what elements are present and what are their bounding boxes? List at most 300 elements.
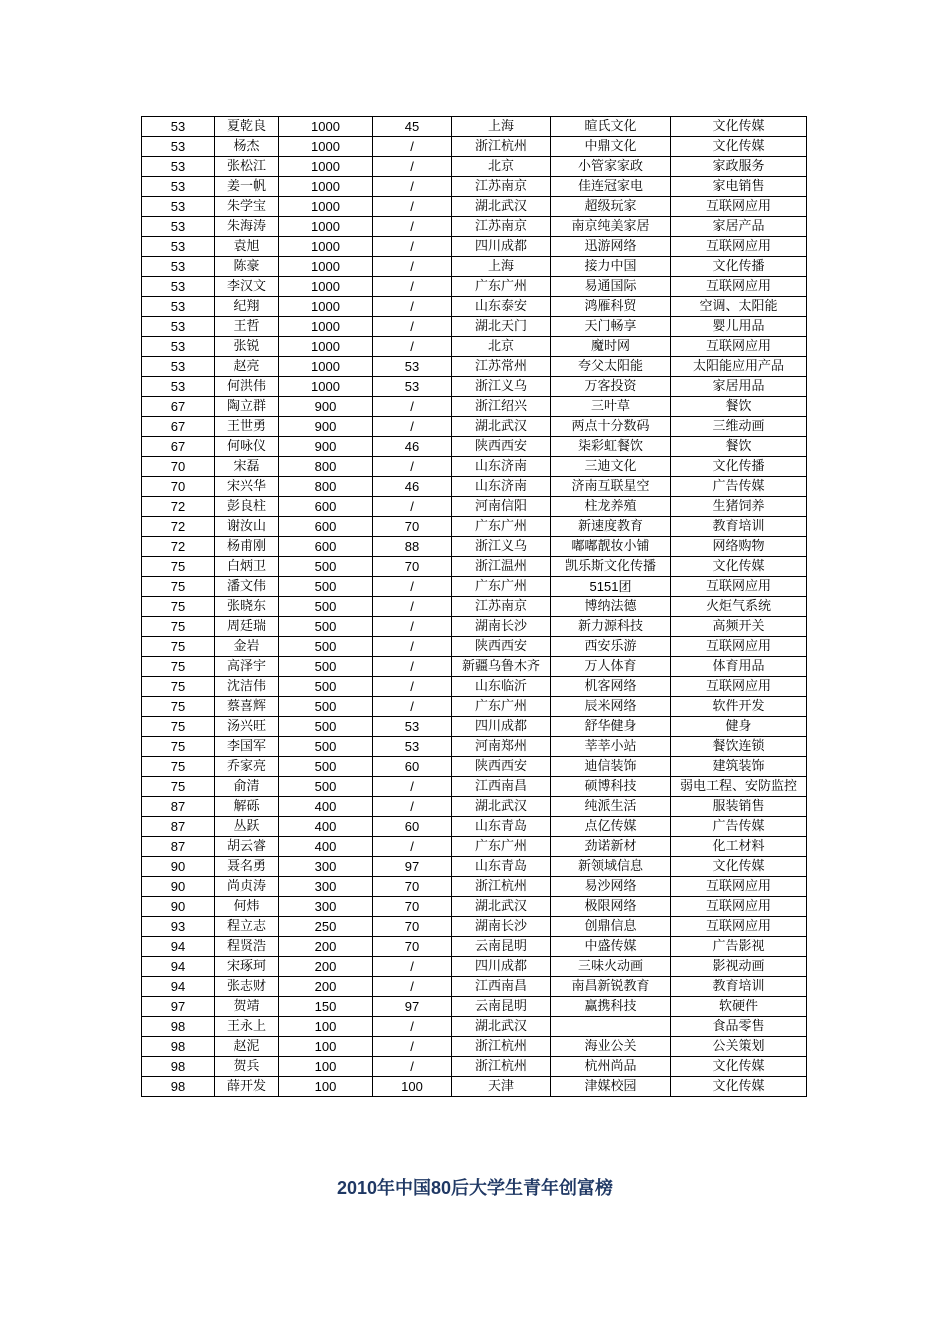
- rank-cell: 75: [142, 777, 215, 797]
- rank-cell: 87: [142, 837, 215, 857]
- region-cell: 湖北武汉: [452, 417, 551, 437]
- company-cell: 济南互联星空: [551, 477, 671, 497]
- wealth-cell: 500: [279, 557, 373, 577]
- table-row: [142, 857, 807, 877]
- name-cell: 朱海涛: [215, 217, 279, 237]
- name-cell: 李汉文: [215, 277, 279, 297]
- name-cell: 陶立群: [215, 397, 279, 417]
- prev-rank-cell: /: [373, 677, 452, 697]
- industry-cell: 文化传媒: [671, 117, 807, 137]
- prev-rank-cell: 70: [373, 557, 452, 577]
- company-cell: 三叶草: [551, 397, 671, 417]
- name-cell: 宋琢珂: [215, 957, 279, 977]
- prev-rank-cell: /: [373, 417, 452, 437]
- industry-cell: 家电销售: [671, 177, 807, 197]
- prev-rank-cell: /: [373, 1057, 452, 1077]
- name-cell: 谢汝山: [215, 517, 279, 537]
- table-row: [142, 1077, 807, 1097]
- table-row: [142, 757, 807, 777]
- company-cell: 硕博科技: [551, 777, 671, 797]
- rank-cell: 75: [142, 717, 215, 737]
- wealth-cell: 500: [279, 697, 373, 717]
- company-cell: 嘟嘟靓妆小铺: [551, 537, 671, 557]
- name-cell: 何炜: [215, 897, 279, 917]
- table-row: [142, 357, 807, 377]
- table-row: [142, 517, 807, 537]
- region-cell: 湖北武汉: [452, 197, 551, 217]
- wealth-cell: 800: [279, 477, 373, 497]
- company-cell: 万客投资: [551, 377, 671, 397]
- prev-rank-cell: 46: [373, 477, 452, 497]
- industry-cell: 互联网应用: [671, 917, 807, 937]
- region-cell: 湖南长沙: [452, 917, 551, 937]
- company-cell: 迪信装饰: [551, 757, 671, 777]
- region-cell: 浙江杭州: [452, 877, 551, 897]
- prev-rank-cell: /: [373, 257, 452, 277]
- rank-cell: 75: [142, 697, 215, 717]
- wealth-cell: 600: [279, 497, 373, 517]
- rank-cell: 67: [142, 397, 215, 417]
- rank-cell: 75: [142, 617, 215, 637]
- name-cell: 朱学宝: [215, 197, 279, 217]
- name-cell: 尚贞涛: [215, 877, 279, 897]
- wealth-cell: 900: [279, 417, 373, 437]
- rank-cell: 53: [142, 377, 215, 397]
- prev-rank-cell: /: [373, 277, 452, 297]
- name-cell: 解砾: [215, 797, 279, 817]
- region-cell: 河南信阳: [452, 497, 551, 517]
- name-cell: 高泽宇: [215, 657, 279, 677]
- wealth-cell: 1000: [279, 377, 373, 397]
- rank-cell: 72: [142, 517, 215, 537]
- wealth-cell: 300: [279, 877, 373, 897]
- table-row: [142, 537, 807, 557]
- industry-cell: 广告传媒: [671, 477, 807, 497]
- industry-cell: 食品零售: [671, 1017, 807, 1037]
- prev-rank-cell: 70: [373, 897, 452, 917]
- prev-rank-cell: /: [373, 657, 452, 677]
- industry-cell: 文化传媒: [671, 557, 807, 577]
- company-cell: 劲诺新材: [551, 837, 671, 857]
- wealth-cell: 1000: [279, 317, 373, 337]
- name-cell: 宋磊: [215, 457, 279, 477]
- company-cell: 赢携科技: [551, 997, 671, 1017]
- name-cell: 沈洁伟: [215, 677, 279, 697]
- table-row: [142, 877, 807, 897]
- region-cell: 浙江杭州: [452, 1037, 551, 1057]
- table-row: [142, 477, 807, 497]
- industry-cell: 互联网应用: [671, 337, 807, 357]
- industry-cell: 网络购物: [671, 537, 807, 557]
- industry-cell: 家居产品: [671, 217, 807, 237]
- table-row: [142, 617, 807, 637]
- region-cell: 山东济南: [452, 457, 551, 477]
- table-row: [142, 497, 807, 517]
- table-row: [142, 237, 807, 257]
- name-cell: 夏乾良: [215, 117, 279, 137]
- prev-rank-cell: /: [373, 1017, 452, 1037]
- wealth-cell: 400: [279, 837, 373, 857]
- region-cell: 浙江杭州: [452, 1057, 551, 1077]
- table-row: [142, 437, 807, 457]
- region-cell: 江苏南京: [452, 177, 551, 197]
- company-cell: 机客网络: [551, 677, 671, 697]
- prev-rank-cell: 88: [373, 537, 452, 557]
- prev-rank-cell: 45: [373, 117, 452, 137]
- wealth-cell: 500: [279, 577, 373, 597]
- rank-cell: 53: [142, 197, 215, 217]
- region-cell: 广东广州: [452, 697, 551, 717]
- prev-rank-cell: 60: [373, 817, 452, 837]
- industry-cell: 高频开关: [671, 617, 807, 637]
- ranking-table-container: [141, 116, 806, 1097]
- company-cell: 新速度教育: [551, 517, 671, 537]
- name-cell: 赵泥: [215, 1037, 279, 1057]
- industry-cell: 服装销售: [671, 797, 807, 817]
- region-cell: 上海: [452, 257, 551, 277]
- table-row: [142, 817, 807, 837]
- prev-rank-cell: 46: [373, 437, 452, 457]
- name-cell: 程立志: [215, 917, 279, 937]
- rank-cell: 94: [142, 937, 215, 957]
- name-cell: 何咏仪: [215, 437, 279, 457]
- name-cell: 白炳卫: [215, 557, 279, 577]
- region-cell: 广东广州: [452, 517, 551, 537]
- name-cell: 陈豪: [215, 257, 279, 277]
- industry-cell: 互联网应用: [671, 877, 807, 897]
- prev-rank-cell: /: [373, 957, 452, 977]
- name-cell: 贺靖: [215, 997, 279, 1017]
- table-row: [142, 137, 807, 157]
- region-cell: 江苏南京: [452, 217, 551, 237]
- rank-cell: 87: [142, 817, 215, 837]
- company-cell: 凯乐斯文化传播: [551, 557, 671, 577]
- prev-rank-cell: /: [373, 977, 452, 997]
- industry-cell: 餐饮: [671, 397, 807, 417]
- industry-cell: 教育培训: [671, 517, 807, 537]
- industry-cell: 餐饮连锁: [671, 737, 807, 757]
- company-cell: 南京纯美家居: [551, 217, 671, 237]
- name-cell: 周廷瑞: [215, 617, 279, 637]
- name-cell: 蔡喜辉: [215, 697, 279, 717]
- region-cell: 云南昆明: [452, 997, 551, 1017]
- rank-cell: 97: [142, 997, 215, 1017]
- rank-cell: 53: [142, 257, 215, 277]
- name-cell: 张晓东: [215, 597, 279, 617]
- name-cell: 张锐: [215, 337, 279, 357]
- rank-cell: 75: [142, 577, 215, 597]
- region-cell: 四川成都: [452, 957, 551, 977]
- wealth-cell: 1000: [279, 337, 373, 357]
- table-row: [142, 997, 807, 1017]
- industry-cell: 软件开发: [671, 697, 807, 717]
- prev-rank-cell: /: [373, 577, 452, 597]
- table-row: [142, 217, 807, 237]
- rank-cell: 75: [142, 737, 215, 757]
- name-cell: 赵亮: [215, 357, 279, 377]
- wealth-cell: 100: [279, 1037, 373, 1057]
- industry-cell: 文化传播: [671, 457, 807, 477]
- company-cell: 鸿雁科贸: [551, 297, 671, 317]
- table-row: [142, 837, 807, 857]
- region-cell: 江苏常州: [452, 357, 551, 377]
- table-row: [142, 337, 807, 357]
- wealth-cell: 1000: [279, 297, 373, 317]
- wealth-cell: 1000: [279, 237, 373, 257]
- rank-cell: 67: [142, 417, 215, 437]
- wealth-cell: 1000: [279, 217, 373, 237]
- industry-cell: 互联网应用: [671, 897, 807, 917]
- company-cell: 易沙网络: [551, 877, 671, 897]
- company-cell: 三迪文化: [551, 457, 671, 477]
- rank-cell: 53: [142, 177, 215, 197]
- document-title: 2010年中国80后大学生青年创富榜: [336, 1178, 614, 1198]
- region-cell: 江苏南京: [452, 597, 551, 617]
- wealth-cell: 900: [279, 397, 373, 417]
- table-row: [142, 197, 807, 217]
- industry-cell: 互联网应用: [671, 577, 807, 597]
- industry-cell: 互联网应用: [671, 197, 807, 217]
- wealth-cell: 500: [279, 597, 373, 617]
- name-cell: 汤兴旺: [215, 717, 279, 737]
- region-cell: 河南郑州: [452, 737, 551, 757]
- industry-cell: 广告影视: [671, 937, 807, 957]
- table-row: [142, 317, 807, 337]
- wealth-cell: 300: [279, 897, 373, 917]
- company-cell: 点亿传媒: [551, 817, 671, 837]
- industry-cell: 互联网应用: [671, 237, 807, 257]
- industry-cell: 公关策划: [671, 1037, 807, 1057]
- region-cell: 山东泰安: [452, 297, 551, 317]
- industry-cell: 三维动画: [671, 417, 807, 437]
- industry-cell: 教育培训: [671, 977, 807, 997]
- table-row: [142, 957, 807, 977]
- name-cell: 彭良柱: [215, 497, 279, 517]
- wealth-cell: 500: [279, 717, 373, 737]
- rank-cell: 53: [142, 337, 215, 357]
- rank-cell: 90: [142, 897, 215, 917]
- table-row: [142, 117, 807, 137]
- industry-cell: 文化传媒: [671, 857, 807, 877]
- wealth-cell: 1000: [279, 197, 373, 217]
- industry-cell: 婴儿用品: [671, 317, 807, 337]
- region-cell: 湖北武汉: [452, 897, 551, 917]
- table-row: [142, 1057, 807, 1077]
- region-cell: 浙江义乌: [452, 537, 551, 557]
- prev-rank-cell: /: [373, 197, 452, 217]
- prev-rank-cell: /: [373, 237, 452, 257]
- region-cell: 山东济南: [452, 477, 551, 497]
- company-cell: 舒华健身: [551, 717, 671, 737]
- prev-rank-cell: /: [373, 177, 452, 197]
- industry-cell: 餐饮: [671, 437, 807, 457]
- rank-cell: 90: [142, 857, 215, 877]
- industry-cell: 化工材料: [671, 837, 807, 857]
- company-cell: 中鼎文化: [551, 137, 671, 157]
- company-cell: 中盛传媒: [551, 937, 671, 957]
- wealth-cell: 1000: [279, 277, 373, 297]
- wealth-cell: 500: [279, 637, 373, 657]
- rank-cell: 75: [142, 657, 215, 677]
- rank-cell: 75: [142, 597, 215, 617]
- table-row: [142, 297, 807, 317]
- table-row: [142, 777, 807, 797]
- region-cell: 浙江义乌: [452, 377, 551, 397]
- prev-rank-cell: /: [373, 337, 452, 357]
- prev-rank-cell: /: [373, 137, 452, 157]
- rank-cell: 75: [142, 557, 215, 577]
- wealth-cell: 300: [279, 857, 373, 877]
- rank-cell: 67: [142, 437, 215, 457]
- wealth-cell: 150: [279, 997, 373, 1017]
- industry-cell: 互联网应用: [671, 677, 807, 697]
- wealth-cell: 600: [279, 517, 373, 537]
- wealth-cell: 200: [279, 937, 373, 957]
- industry-cell: 健身: [671, 717, 807, 737]
- wealth-cell: 1000: [279, 257, 373, 277]
- wealth-cell: 400: [279, 797, 373, 817]
- industry-cell: 家居用品: [671, 377, 807, 397]
- rank-cell: 90: [142, 877, 215, 897]
- region-cell: 云南昆明: [452, 937, 551, 957]
- company-cell: 接力中国: [551, 257, 671, 277]
- company-cell: [551, 1017, 671, 1037]
- prev-rank-cell: /: [373, 1037, 452, 1057]
- table-row: [142, 1017, 807, 1037]
- region-cell: 天津: [452, 1077, 551, 1097]
- prev-rank-cell: /: [373, 157, 452, 177]
- table-row: [142, 657, 807, 677]
- company-cell: 5151团: [551, 577, 671, 597]
- table-row: [142, 937, 807, 957]
- ranking-table: [141, 116, 807, 1097]
- wealth-cell: 500: [279, 757, 373, 777]
- prev-rank-cell: 53: [373, 377, 452, 397]
- industry-cell: 弱电工程、安防监控: [671, 777, 807, 797]
- table-row: [142, 677, 807, 697]
- rank-cell: 53: [142, 237, 215, 257]
- rank-cell: 53: [142, 277, 215, 297]
- industry-cell: 文化传播: [671, 257, 807, 277]
- rank-cell: 93: [142, 917, 215, 937]
- company-cell: 迅游网络: [551, 237, 671, 257]
- prev-rank-cell: /: [373, 597, 452, 617]
- region-cell: 四川成都: [452, 237, 551, 257]
- name-cell: 乔家亮: [215, 757, 279, 777]
- company-cell: 两点十分数码: [551, 417, 671, 437]
- name-cell: 袁旭: [215, 237, 279, 257]
- prev-rank-cell: 70: [373, 877, 452, 897]
- prev-rank-cell: /: [373, 217, 452, 237]
- rank-cell: 98: [142, 1037, 215, 1057]
- region-cell: 山东临沂: [452, 677, 551, 697]
- industry-cell: 广告传媒: [671, 817, 807, 837]
- company-cell: 三味火动画: [551, 957, 671, 977]
- industry-cell: 文化传媒: [671, 1077, 807, 1097]
- region-cell: 浙江绍兴: [452, 397, 551, 417]
- company-cell: 超级玩家: [551, 197, 671, 217]
- company-cell: 莘莘小站: [551, 737, 671, 757]
- industry-cell: 文化传媒: [671, 137, 807, 157]
- wealth-cell: 1000: [279, 137, 373, 157]
- region-cell: 广东广州: [452, 277, 551, 297]
- prev-rank-cell: /: [373, 397, 452, 417]
- prev-rank-cell: 100: [373, 1077, 452, 1097]
- rank-cell: 53: [142, 297, 215, 317]
- table-row: [142, 637, 807, 657]
- region-cell: 湖北天门: [452, 317, 551, 337]
- rank-cell: 53: [142, 117, 215, 137]
- rank-cell: 72: [142, 537, 215, 557]
- company-cell: 辰米网络: [551, 697, 671, 717]
- rank-cell: 72: [142, 497, 215, 517]
- table-row: [142, 397, 807, 417]
- region-cell: 江西南昌: [452, 977, 551, 997]
- prev-rank-cell: /: [373, 697, 452, 717]
- name-cell: 贺兵: [215, 1057, 279, 1077]
- region-cell: 新疆乌鲁木齐: [452, 657, 551, 677]
- prev-rank-cell: 70: [373, 517, 452, 537]
- region-cell: 上海: [452, 117, 551, 137]
- industry-cell: 空调、太阳能: [671, 297, 807, 317]
- company-cell: 小管家家政: [551, 157, 671, 177]
- prev-rank-cell: /: [373, 797, 452, 817]
- company-cell: 极限网络: [551, 897, 671, 917]
- table-row: [142, 917, 807, 937]
- wealth-cell: 400: [279, 817, 373, 837]
- industry-cell: 软硬件: [671, 997, 807, 1017]
- rank-cell: 75: [142, 757, 215, 777]
- table-row: [142, 377, 807, 397]
- wealth-cell: 800: [279, 457, 373, 477]
- region-cell: 山东青岛: [452, 857, 551, 877]
- rank-cell: 53: [142, 317, 215, 337]
- prev-rank-cell: 97: [373, 997, 452, 1017]
- wealth-cell: 100: [279, 1017, 373, 1037]
- rank-cell: 75: [142, 637, 215, 657]
- prev-rank-cell: /: [373, 317, 452, 337]
- name-cell: 程贤浩: [215, 937, 279, 957]
- region-cell: 江西南昌: [452, 777, 551, 797]
- company-cell: 柱龙养殖: [551, 497, 671, 517]
- company-cell: 柒彩虹餐饮: [551, 437, 671, 457]
- company-cell: 创鼎信息: [551, 917, 671, 937]
- company-cell: 魔时网: [551, 337, 671, 357]
- prev-rank-cell: /: [373, 497, 452, 517]
- prev-rank-cell: 97: [373, 857, 452, 877]
- wealth-cell: 1000: [279, 117, 373, 137]
- prev-rank-cell: 70: [373, 937, 452, 957]
- company-cell: 杭州尚品: [551, 1057, 671, 1077]
- name-cell: 宋兴华: [215, 477, 279, 497]
- region-cell: 陕西西安: [452, 757, 551, 777]
- region-cell: 广东广州: [452, 577, 551, 597]
- name-cell: 张志财: [215, 977, 279, 997]
- name-cell: 潘文伟: [215, 577, 279, 597]
- name-cell: 薛开发: [215, 1077, 279, 1097]
- rank-cell: 70: [142, 477, 215, 497]
- prev-rank-cell: /: [373, 457, 452, 477]
- prev-rank-cell: /: [373, 837, 452, 857]
- table-row: [142, 797, 807, 817]
- region-cell: 广东广州: [452, 837, 551, 857]
- industry-cell: 太阳能应用产品: [671, 357, 807, 377]
- region-cell: 陕西西安: [452, 437, 551, 457]
- region-cell: 北京: [452, 337, 551, 357]
- company-cell: 万人体育: [551, 657, 671, 677]
- name-cell: 聂名勇: [215, 857, 279, 877]
- region-cell: 北京: [452, 157, 551, 177]
